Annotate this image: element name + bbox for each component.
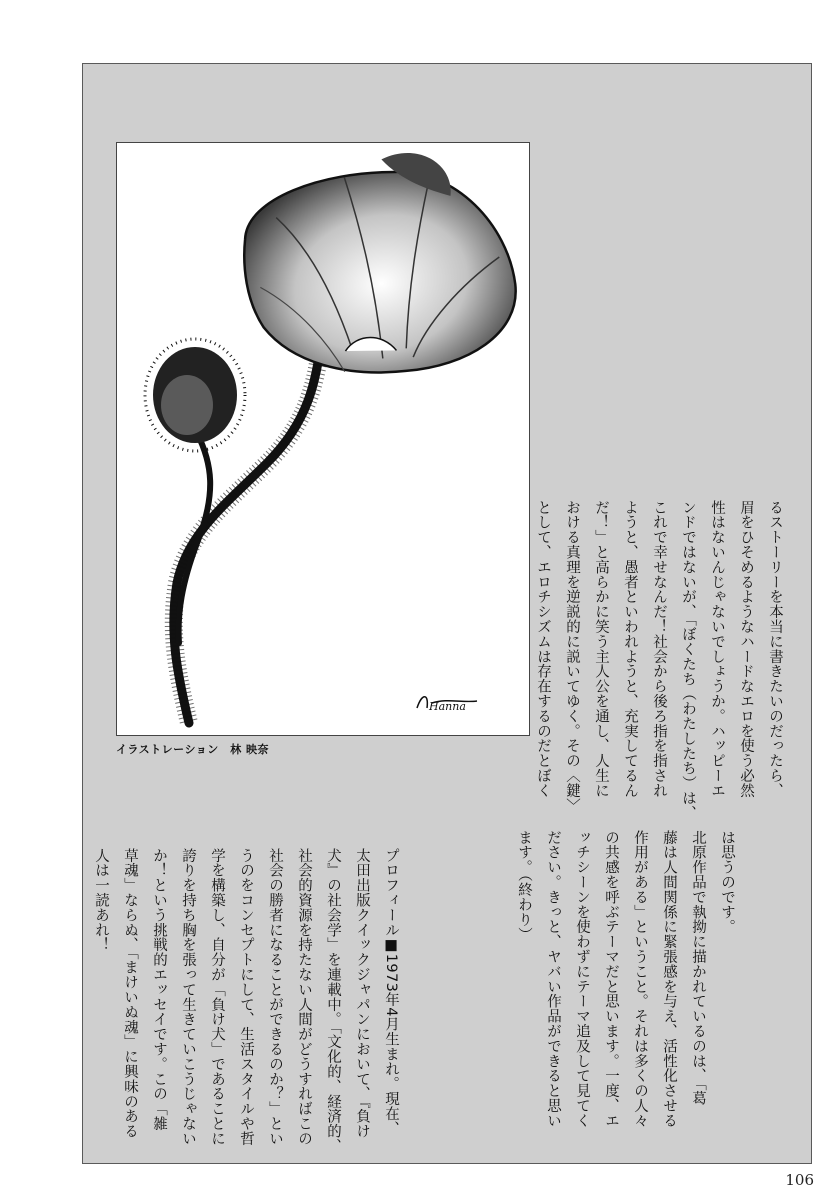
text-line: 草魂」ならぬ、「まけいぬ魂」に興味のある (122, 848, 138, 1139)
text-line: ようと、愚者といわれようと、充実してるん (622, 500, 638, 798)
text-line: だ！」と高らかに笑う主人公を通し、人生に (593, 500, 609, 798)
text-line: ッチシーンを使わずにテーマ追及して見てく (574, 830, 590, 1128)
author-profile (93, 848, 405, 1155)
text-line: 社会的資源を持たない人間がどうすればこの (296, 848, 312, 1146)
text-line: 社会の勝者になることができるのか？」とい (267, 848, 283, 1146)
text-line: 性はないんじゃないでしょうか。ハッピーエ (709, 500, 725, 798)
text-line: 人は一読あれ！ (93, 848, 109, 953)
text-line: 誇りを持ち胸を張って生きていこうじゃない (180, 848, 196, 1146)
body-text-bottom (509, 830, 741, 1155)
text-line: 作用がある」ということ。それは多くの人々 (632, 830, 648, 1128)
poppy-drawing (117, 143, 531, 737)
text-line: 太田出版クイックジャパンにおいて、『負け (354, 848, 370, 1139)
text-line: の共感を呼ぶテーマだと思います。一度、エ (603, 830, 619, 1128)
text-line: か！という挑戦的エッセイです。この「雑 (151, 848, 167, 1132)
poppy-illustration (116, 142, 530, 736)
text-line: 眉をひそめるようなハードなエロを使う必然 (738, 500, 754, 798)
text-line: これで幸せなんだ！社会から後ろ指を指され (651, 500, 667, 798)
body-text-top (535, 500, 789, 821)
page-number: 106 (785, 1171, 814, 1189)
text-line: 犬』の社会学」を連載中。「文化的、経済的、 (325, 848, 341, 1154)
text-line: うのをコンセプトにして、生活スタイルや哲 (238, 848, 254, 1146)
text-line: ンドではないが、「ぼくたち（わたしたち）は、 (680, 500, 696, 821)
text-line: として、エロチシズムは存在するのだとぼく (535, 500, 551, 798)
text-line: るストーリーを本当に書きたいのだったら、 (767, 500, 783, 798)
text-line: おける真理を逆説的に説いてゆく。その〈鍵〉 (564, 500, 580, 813)
text-line: プロフィール■1973年4月生まれ。現在、 (383, 848, 399, 1137)
text-line: は思うのです。 (719, 830, 735, 935)
text-line: ださい。きっと、ヤバい作品ができると思い (545, 830, 561, 1128)
text-line: 学を構築し、自分が「負け犬」であることに (209, 848, 225, 1146)
text-line: ます。（終わり） (516, 830, 532, 942)
text-line: 藤は人間関係に緊張感を与え、活性化させる (661, 830, 677, 1128)
text-line: 北原作品で執拗に描かれているのは、「葛 (690, 830, 706, 1106)
artist-signature: Hanna (429, 700, 466, 713)
illustration-caption: イラストレーション 林 映奈 (116, 743, 270, 756)
